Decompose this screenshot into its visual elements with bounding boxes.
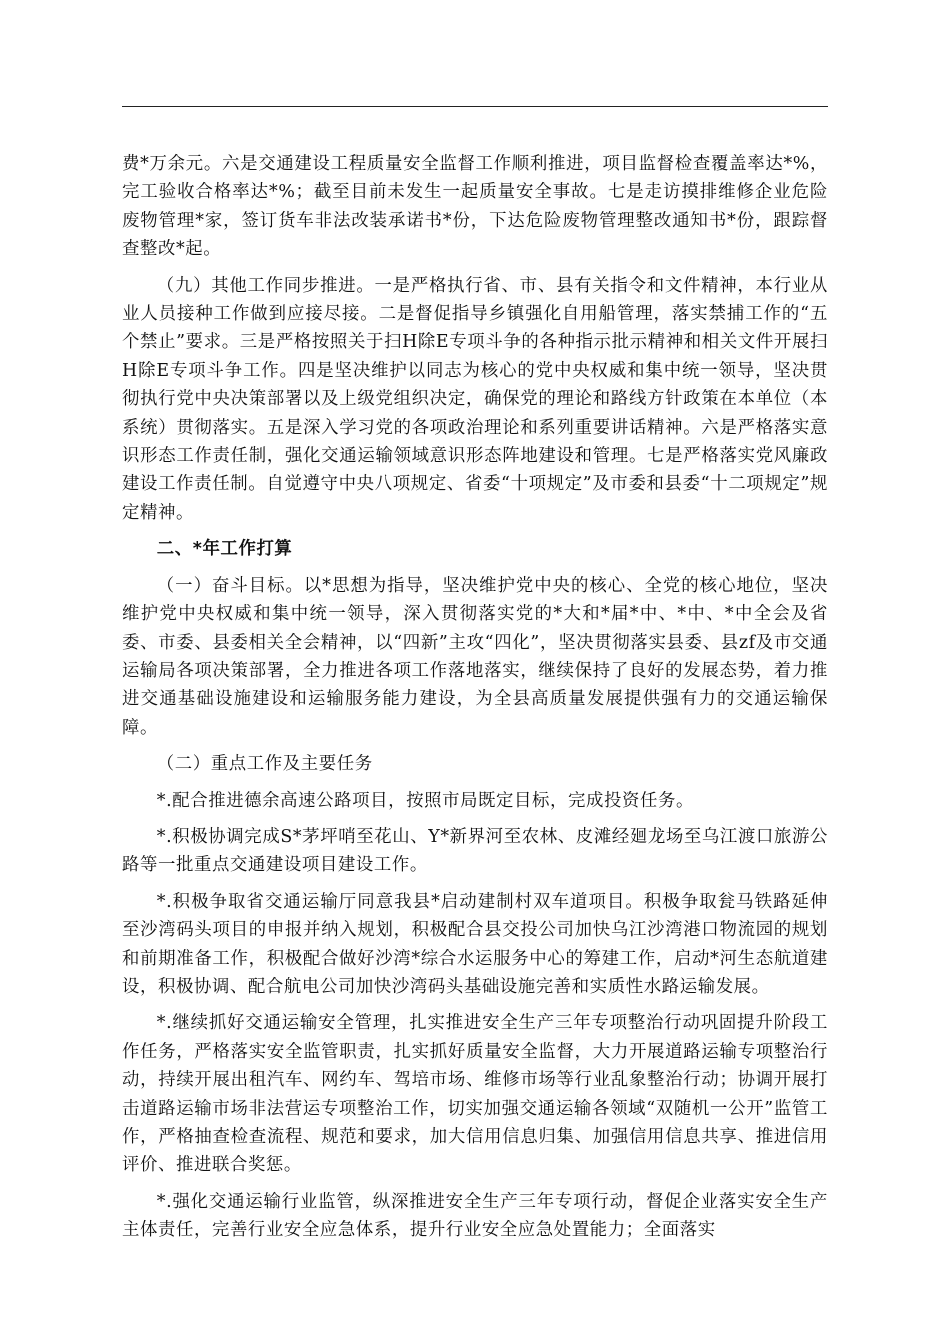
paragraph-continuation: 费*万余元。六是交通建设工程质量安全监督工作顺利推进，项目监督检查覆盖率达*%，完工验收合格率达*%；截至目前未发生一起质量安全事故。七是走访摸排维修企业危险废物管理*家，签订货车非法改装承诺书*份，下达危险废物管理整改通知书*份，跟踪督查整改*起。 — [122, 154, 828, 260]
task-item-4: *.继续抓好交通运输安全管理，扎实推进安全生产三年专项整治行动巩固提升阶段工作任务，严格落实安全监管职责，扎实抓好质量安全监督，大力开展道路运输专项整治行动，持续开展出租汽车、网约车、驾培市场、维修市场等行业乱象整治行动；协调开展打击道路运输市场非法营运专项整治工作，切实加强交通运输各领域“双随机一公开”监管工作，严格抽查检查流程、规范和要求，加大信用信息归集、加强信用信息共享、推进信用评价、推进联合奖惩。 — [122, 1013, 828, 1176]
task-item-2: *.积极协调完成S*茅坪哨至花山、Y*新界河至农林、皮滩经廻龙场至乌江渡口旅游公路等一批重点交通建设项目建设工作。 — [122, 826, 828, 876]
section-heading: 二、*年工作打算 — [156, 539, 293, 560]
task-item-3: *.积极争取省交通运输厅同意我县*启动建制村双车道项目。积极争取瓮马铁路延伸至沙湾码头项目的申报并纳入规划，积极配合县交投公司加快乌江沙湾港口物流园的规划和前期准备工作，积极配合做好沙湾*综合水运服务中心的筹建工作，启动*河生态航道建设，积极协调、配合航电公司加快沙湾码头基础设施完善和实质性水路运输发展。 — [122, 891, 828, 997]
paragraph-subheading: （二）重点工作及主要任务 — [156, 754, 373, 775]
document-body — [122, 150, 828, 1253]
paragraph-goal: （一）奋斗目标。以*思想为指导，坚决维护党中央的核心、全党的核心地位，坚决维护党中央权威和集中统一领导，深入贯彻落实党的*大和*届*中、*中、*中全会及省委、市委、县委相关全会精神，以“四新”主攻“四化”，坚决贯彻落实县委、县zf及市交通运输局各项决策部署，全力推进各项工作落地落实，继续保持了良好的发展态势，着力推进交通基础设施建设和运输服务能力建设，为全县高质量发展提供强有力的交通运输保障。 — [122, 575, 828, 738]
task-item-1: *.配合推进德余高速公路项目，按照市局既定目标，完成投资任务。 — [156, 790, 694, 811]
header-rule — [122, 106, 828, 107]
task-item-5: *.强化交通运输行业监管，纵深推进安全生产三年专项行动，督促企业落实安全生产主体责任，完善行业安全应急体系，提升行业安全应急处置能力；全面落实 — [122, 1191, 828, 1241]
paragraph-section-nine: （九）其他工作同步推进。一是严格执行省、市、县有关指令和文件精神，本行业从业人员接种工作做到应接尽接。二是督促指导乡镇强化自用船管理，落实禁捕工作的“五个禁止”要求。三是严格按照关于扫H除E专项斗争的各种指示批示精神和相关文件开展扫H除E专项斗争工作。四是坚决维护以同志为核心的党中央权威和集中统一领导，坚决贯彻执行党中央决策部署以及上级党组织决定，确保党的理论和路线方针政策在本单位（本系统）贯彻落实。五是深入学习党的各项政治理论和系列重要讲话精神。六是严格落实意识形态工作责任制，强化交通运输领域意识形态阵地建设和管理。七是严格落实党风廉政建设工作责任制。自觉遵守中央八项规定、省委“十项规定”及市委和县委“十二项规定”规定精神。 — [122, 275, 828, 523]
